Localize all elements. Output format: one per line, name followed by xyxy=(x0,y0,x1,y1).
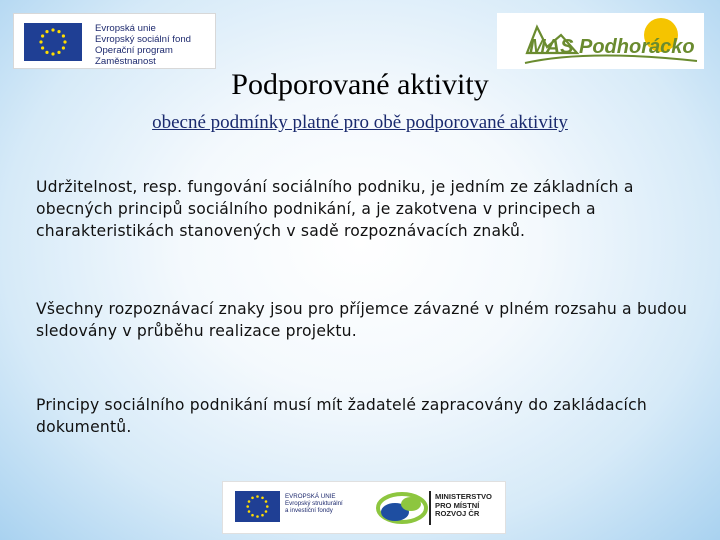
eu-flag-icon xyxy=(235,491,280,522)
eu-logo-line: Evropský sociální fond xyxy=(95,34,191,45)
body-paragraph: Udržitelnost, resp. fungování sociálního podniku, je jedním ze základních a obecných principů sociálního podnikání, a je zakotvena v principech a charakteristikách stanovených v sadě rozpoznávacích znaků. xyxy=(36,178,634,240)
ministry-line: PRO MÍSTNÍ xyxy=(435,500,480,510)
eu-logo-line: Evropská unie xyxy=(95,23,156,34)
eu-funds-line: Evropský strukturální xyxy=(285,500,343,508)
eu-flag-icon xyxy=(24,23,82,61)
slide-subtitle: obecné podmínky platné pro obě podporované aktivity xyxy=(152,112,568,133)
divider xyxy=(429,491,431,525)
eu-logo-text xyxy=(95,23,215,67)
slide-title: Podporované aktivity xyxy=(231,68,489,101)
ministry-text xyxy=(435,493,492,519)
body-paragraph: Všechny rozpoznávací znaky jsou pro příjemce závazné v plném rozsahu a budou sledovány v průběhu realizace projektu. xyxy=(36,300,688,340)
mas-logo-text: MAS Podhorácko xyxy=(529,36,695,58)
mmr-emblem-icon xyxy=(375,490,429,526)
eu-funds-line: EVROPSKÁ UNIE xyxy=(285,493,336,500)
eu-funds-text xyxy=(285,493,343,515)
footer-logos xyxy=(222,481,506,534)
ministry-line: MINISTERSTVO xyxy=(435,492,492,501)
eu-funds-line: a investiční fondy xyxy=(285,507,333,515)
eu-esf-logo xyxy=(13,13,216,69)
eu-logo-line: Operační program Zaměstnanost xyxy=(95,45,173,67)
body-paragraph: Principy sociálního podnikání musí mít žadatelé zapracovány do zakládacích dokumentů. xyxy=(36,396,647,436)
mas-podhoracko-logo xyxy=(497,13,704,69)
ministry-line: ROZVOJ ČR xyxy=(435,509,480,519)
